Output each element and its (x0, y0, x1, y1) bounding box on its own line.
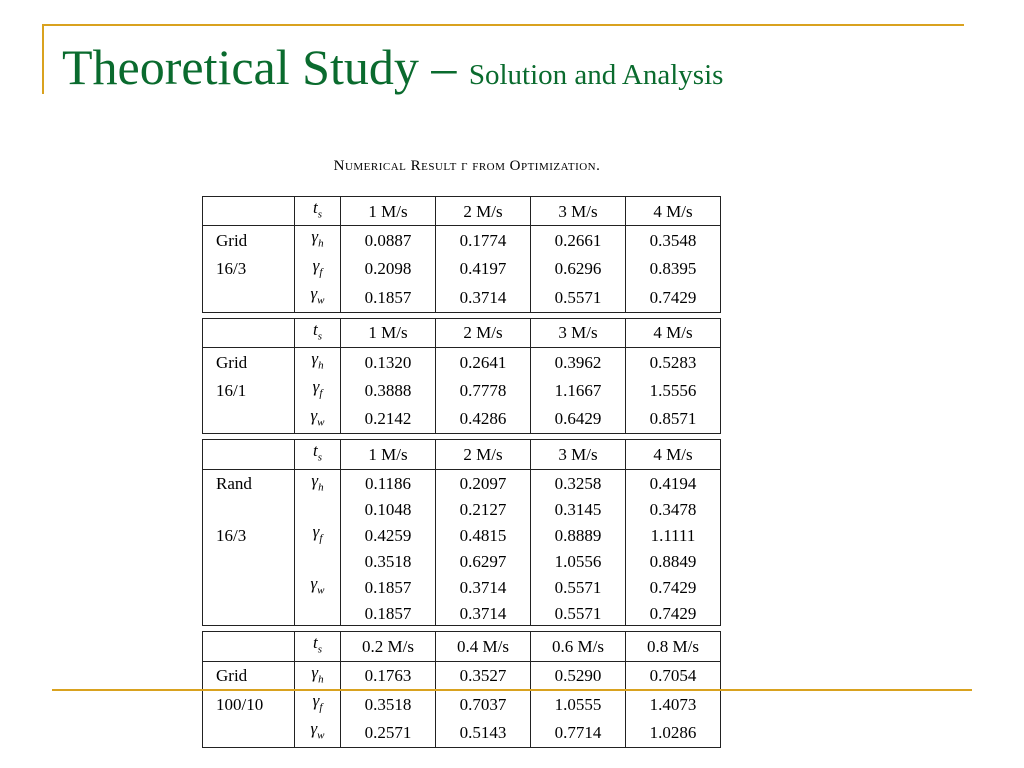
value-cell: 0.6297 (436, 550, 531, 574)
value-cell: 0.5571 (531, 283, 626, 312)
value-cell: 0.8395 (626, 255, 721, 283)
table-header-row (203, 197, 721, 226)
value-cell: 0.2641 (436, 347, 531, 376)
gamma-symbol-cell: $\gamma_f$ (295, 521, 341, 549)
value-cell: 0.1774 (436, 226, 531, 255)
gamma-symbol-cell (295, 550, 341, 574)
header-rate-cell: 3 M/s (531, 197, 626, 226)
title-main: Theoretical Study – (62, 39, 469, 95)
config-label-cell (203, 405, 295, 434)
gamma-symbol-cell (295, 602, 341, 626)
value-cell: 0.3714 (436, 573, 531, 601)
header-rate-cell: 0.2 M/s (341, 632, 436, 661)
header-rate-cell: 4 M/s (626, 197, 721, 226)
header-rate-cell: 3 M/s (531, 440, 626, 469)
value-cell: 0.0887 (341, 226, 436, 255)
value-cell: 0.7778 (436, 376, 531, 404)
header-rate-cell: 0.4 M/s (436, 632, 531, 661)
gamma-symbol-cell: $\gamma_h$ (295, 347, 341, 376)
value-cell: 0.5143 (436, 718, 531, 747)
table-row (203, 226, 721, 255)
value-cell: 0.3518 (341, 690, 436, 718)
table-row (203, 690, 721, 718)
header-blank-cell (203, 318, 295, 347)
value-cell: 0.1186 (341, 469, 436, 498)
value-cell: 0.3527 (436, 661, 531, 690)
config-label-cell: 100/10 (203, 690, 295, 718)
header-ts-cell: $t_s$ (295, 440, 341, 469)
value-cell: 0.3714 (436, 283, 531, 312)
gamma-symbol-cell: $\gamma_w$ (295, 718, 341, 747)
table-header-row (203, 440, 721, 469)
value-cell: 0.4259 (341, 521, 436, 549)
gamma-symbol-cell: $\gamma_h$ (295, 226, 341, 255)
value-cell: 0.1857 (341, 573, 436, 601)
value-cell: 0.2098 (341, 255, 436, 283)
table-row (203, 550, 721, 574)
header-ts-cell: $t_s$ (295, 318, 341, 347)
config-label-cell (203, 573, 295, 601)
value-cell: 0.8571 (626, 405, 721, 434)
value-cell: 0.1857 (341, 283, 436, 312)
header-rate-cell: 3 M/s (531, 318, 626, 347)
config-label-cell: 16/3 (203, 255, 295, 283)
config-label-cell: Grid (203, 661, 295, 690)
header-rate-cell: 1 M/s (341, 440, 436, 469)
value-cell: 0.3548 (626, 226, 721, 255)
header-ts-cell: $t_s$ (295, 197, 341, 226)
table-row (203, 347, 721, 376)
header-rate-cell: 2 M/s (436, 197, 531, 226)
header-ts-cell: $t_s$ (295, 632, 341, 661)
value-cell: 0.5283 (626, 347, 721, 376)
header-rate-cell: 4 M/s (626, 440, 721, 469)
result-table-1 (202, 196, 721, 313)
gamma-symbol-cell: $\gamma_h$ (295, 661, 341, 690)
table-row (203, 661, 721, 690)
table-row (203, 521, 721, 549)
left-rule (42, 24, 44, 94)
value-cell: 0.7054 (626, 661, 721, 690)
value-cell: 0.2097 (436, 469, 531, 498)
slide-title (62, 38, 723, 96)
value-cell: 0.2661 (531, 226, 626, 255)
title-subtitle: Solution and Analysis (468, 59, 724, 91)
table-caption: Numerical Result γ from Optimization. (333, 158, 601, 174)
result-table-2 (202, 318, 721, 435)
value-cell: 0.2142 (341, 405, 436, 434)
config-label-cell: Rand (203, 469, 295, 498)
value-cell: 0.3518 (341, 550, 436, 574)
gamma-symbol-cell: $\gamma_w$ (295, 405, 341, 434)
table-row (203, 602, 721, 626)
config-label-cell (203, 498, 295, 522)
value-cell: 1.1667 (531, 376, 626, 404)
header-blank-cell (203, 632, 295, 661)
header-rate-cell: 1 M/s (341, 197, 436, 226)
value-cell: 0.3258 (531, 469, 626, 498)
value-cell: 0.7714 (531, 718, 626, 747)
result-table-3 (202, 439, 721, 626)
value-cell: 1.0286 (626, 718, 721, 747)
value-cell: 1.4073 (626, 690, 721, 718)
table-row (203, 498, 721, 522)
value-cell: 0.6296 (531, 255, 626, 283)
table-row (203, 718, 721, 747)
value-cell: 0.5571 (531, 602, 626, 626)
value-cell: 0.1048 (341, 498, 436, 522)
gamma-symbol-cell: $\gamma_w$ (295, 573, 341, 601)
value-cell: 0.7037 (436, 690, 531, 718)
value-cell: 0.5290 (531, 661, 626, 690)
table-header-row (203, 318, 721, 347)
value-cell: 1.1111 (626, 521, 721, 549)
value-cell: 0.7429 (626, 573, 721, 601)
value-cell: 1.0556 (531, 550, 626, 574)
value-cell: 1.5556 (626, 376, 721, 404)
value-cell: 0.7429 (626, 602, 721, 626)
config-label-cell: Grid (203, 347, 295, 376)
config-label-cell: 16/1 (203, 376, 295, 404)
value-cell: 0.3478 (626, 498, 721, 522)
table-row (203, 255, 721, 283)
gamma-symbol-cell: $\gamma_f$ (295, 255, 341, 283)
config-label-cell (203, 550, 295, 574)
value-cell: 0.2571 (341, 718, 436, 747)
header-rate-cell: 2 M/s (436, 318, 531, 347)
bottom-rule (52, 689, 972, 691)
gamma-symbol-cell (295, 498, 341, 522)
value-cell: 0.8889 (531, 521, 626, 549)
results-tables (202, 196, 720, 753)
config-label-cell (203, 283, 295, 312)
value-cell: 0.3714 (436, 602, 531, 626)
value-cell: 0.1763 (341, 661, 436, 690)
value-cell: 0.5571 (531, 573, 626, 601)
value-cell: 0.4286 (436, 405, 531, 434)
value-cell: 0.4194 (626, 469, 721, 498)
gamma-symbol-cell: $\gamma_f$ (295, 376, 341, 404)
value-cell: 0.4815 (436, 521, 531, 549)
header-rate-cell: 0.6 M/s (531, 632, 626, 661)
header-blank-cell (203, 197, 295, 226)
value-cell: 0.3888 (341, 376, 436, 404)
value-cell: 0.2127 (436, 498, 531, 522)
config-label-cell: Grid (203, 226, 295, 255)
value-cell: 0.1857 (341, 602, 436, 626)
value-cell: 0.1320 (341, 347, 436, 376)
value-cell: 0.3962 (531, 347, 626, 376)
config-label-cell (203, 718, 295, 747)
table-row (203, 469, 721, 498)
table-row (203, 405, 721, 434)
gamma-symbol-cell: $\gamma_w$ (295, 283, 341, 312)
gamma-symbol-cell: $\gamma_h$ (295, 469, 341, 498)
value-cell: 1.0555 (531, 690, 626, 718)
top-rule (42, 24, 964, 26)
header-rate-cell: 2 M/s (436, 440, 531, 469)
table-row (203, 283, 721, 312)
value-cell: 0.4197 (436, 255, 531, 283)
config-label-cell (203, 602, 295, 626)
value-cell: 0.3145 (531, 498, 626, 522)
header-blank-cell (203, 440, 295, 469)
value-cell: 0.8849 (626, 550, 721, 574)
table-row (203, 376, 721, 404)
header-rate-cell: 1 M/s (341, 318, 436, 347)
header-rate-cell: 4 M/s (626, 318, 721, 347)
table-header-row (203, 632, 721, 661)
header-rate-cell: 0.8 M/s (626, 632, 721, 661)
config-label-cell: 16/3 (203, 521, 295, 549)
value-cell: 0.6429 (531, 405, 626, 434)
table-row (203, 573, 721, 601)
value-cell: 0.7429 (626, 283, 721, 312)
gamma-symbol-cell: $\gamma_f$ (295, 690, 341, 718)
